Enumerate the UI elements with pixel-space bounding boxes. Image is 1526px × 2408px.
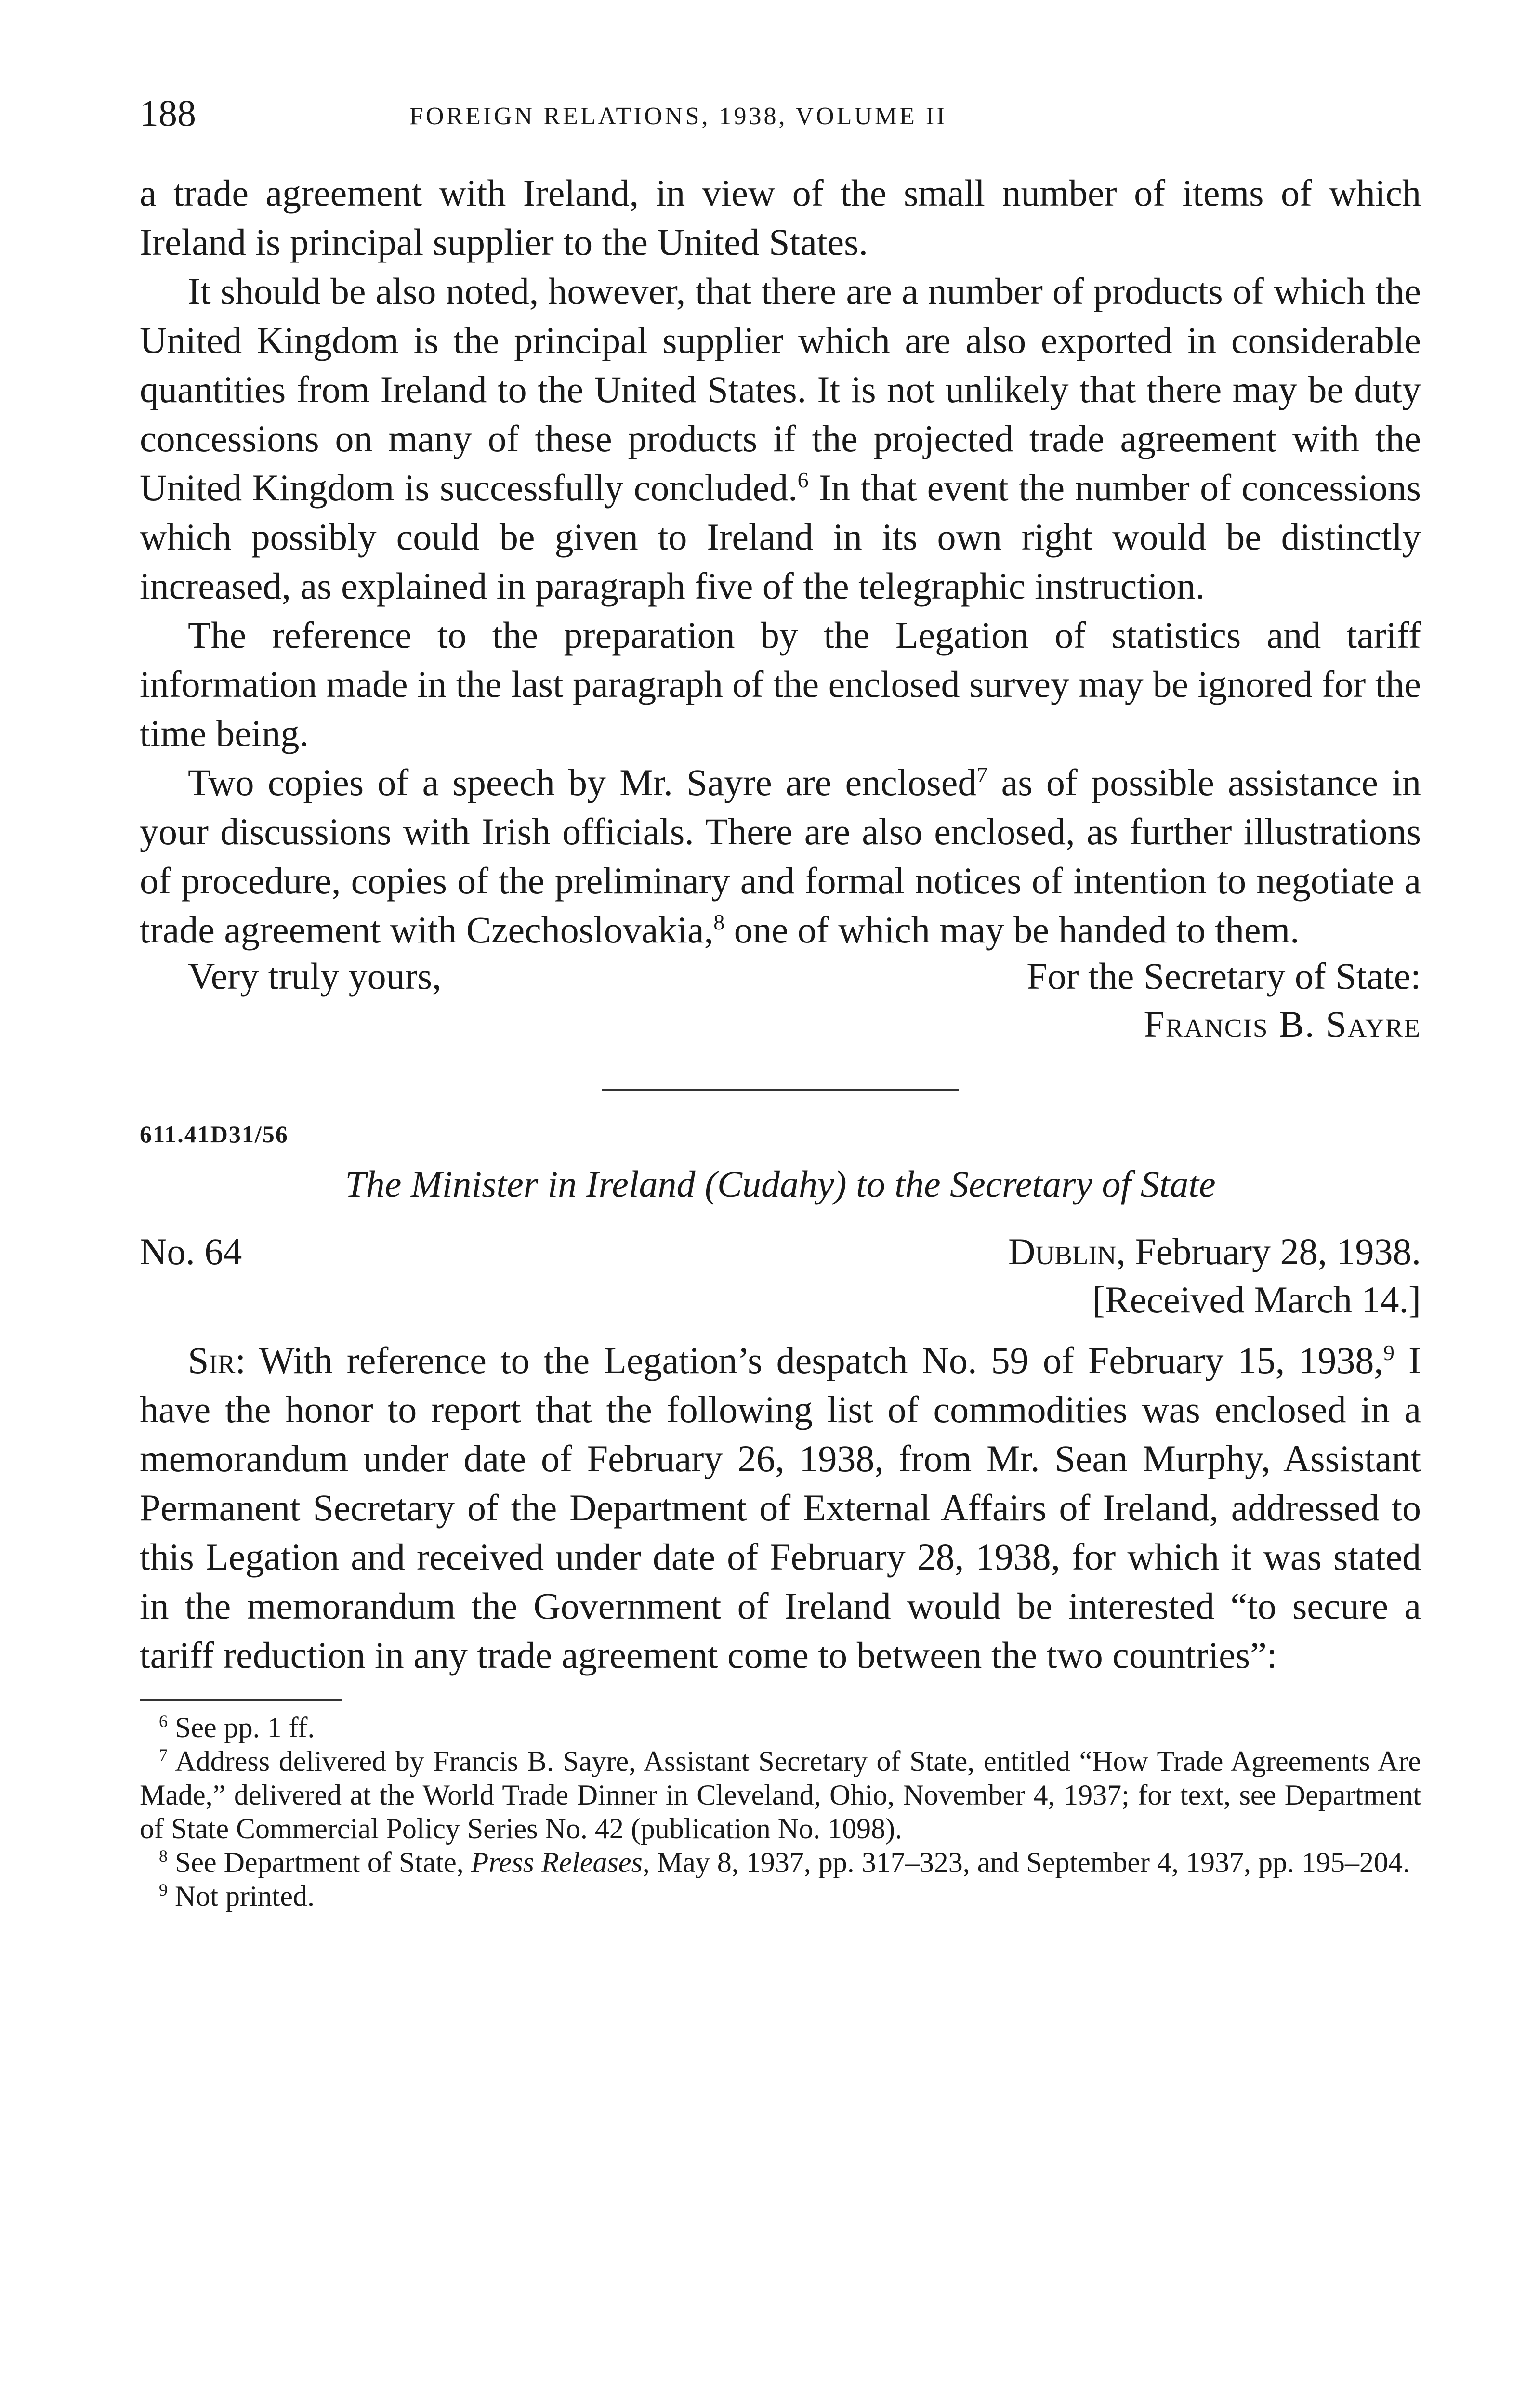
page-header <box>140 92 1421 144</box>
place-and-date <box>1008 1230 1421 1273</box>
dateline <box>140 1230 1421 1336</box>
footnote-text: Not printed. <box>168 1880 315 1912</box>
paragraph-4-text-a: Two copies of a speech by Mr. Sayre are enclosed <box>188 761 977 803</box>
paragraph-continued: a trade agreement with Ireland, in view of the small number of items of which Ireland is principal supplier to the United States. <box>140 172 1421 263</box>
document-body <box>140 1336 1421 1680</box>
footnote-ref-9: 9 <box>1383 1340 1394 1365</box>
paragraph-4-text-c: one of which may be handed to them. <box>724 909 1300 951</box>
footnote-mark: 6 <box>159 1712 168 1731</box>
file-number: 611.41D31/56 <box>140 1121 289 1148</box>
date: , February 28, 1938. <box>1116 1230 1421 1272</box>
footnote-text: , May 8, 1937, pp. 317–323, and September 4, 1937, pp. 195–204. <box>642 1846 1410 1878</box>
body-text-a: : With reference to the Legation’s despatch No. 59 of February 15, 1938, <box>235 1339 1383 1381</box>
paragraph-3: The reference to the preparation by the Legation of statistics and tariff information made in the last paragraph of the enclosed survey may be ignored for the time being. <box>140 614 1421 754</box>
paragraph-2-text-b: In that event the number of concessions which possibly could be given to Ireland in its own right would be distinctly increased, as explained in paragraph five of the telegraphic instruction. <box>140 467 1421 607</box>
footnote-text: See pp. 1 ff. <box>168 1712 315 1743</box>
footnote-italic: Press Releases <box>471 1846 643 1878</box>
footnote-mark: 7 <box>159 1745 168 1765</box>
footnote-6 <box>140 1711 1421 1744</box>
place: Dublin <box>1008 1230 1117 1272</box>
paragraph-2-text-a: It should be also noted, however, that there are a number of products of which the United Kingdom is the principal supplier which are also exported in considerable quantities from Ireland to the United States. It is not unlikely that there may be duty concessions on many of these products if the projected trade agreement with the United Kingdom is successfully concluded. <box>140 270 1421 509</box>
footnote-rule <box>140 1699 342 1701</box>
paragraph-2 <box>140 267 1421 611</box>
signature: Francis B. Sayre <box>1144 1003 1421 1045</box>
footnote-text: See Department of State, <box>168 1846 471 1878</box>
received-date: [Received March 14.] <box>1092 1279 1421 1321</box>
footnote-7 <box>140 1744 1421 1845</box>
paragraph-4-text-b: as of possible assistance in your discussions with Irish officials. There are also enclosed, as further illustrations of procedure, copies of the preliminary and formal notices of intention to negotiate a trade agreement with Czechoslovakia, <box>140 761 1421 951</box>
salutation: Sir <box>188 1339 236 1381</box>
running-title: FOREIGN RELATIONS, 1938, VOLUME II <box>409 103 947 130</box>
footnote-8 <box>140 1845 1421 1879</box>
page-number: 188 <box>140 92 196 134</box>
footnote-ref-8: 8 <box>713 910 725 934</box>
despatch-number: No. 64 <box>140 1230 242 1272</box>
page-body <box>140 169 1421 1913</box>
letter-closing <box>140 955 1421 1056</box>
footnote-9 <box>140 1879 1421 1913</box>
body-text-b: I have the honor to report that the following list of commodities was enclosed in a memorandum under date of February 26, 1938, from Mr. Sean Murphy, Assistant Permanent Secretary of the Department of External Affairs of Ireland, addressed to this Legation and received under date of February 28, 1938, for which it was stated in the memorandum the Government of Ireland would be interested “to secure a tariff reduction in any trade agreement come to between the two countries”: <box>140 1339 1421 1676</box>
footnote-mark: 8 <box>159 1846 168 1866</box>
footnote-ref-7: 7 <box>976 762 988 787</box>
closing-attribution: For the Secretary of State: <box>1026 955 1421 997</box>
footnote-mark: 9 <box>159 1880 168 1899</box>
section-divider <box>602 1089 959 1091</box>
paragraph-4 <box>140 758 1421 955</box>
footnote-ref-6: 6 <box>797 468 809 492</box>
closing-salutation: Very truly yours, <box>188 955 442 997</box>
document-title: The Minister in Ireland (Cudahy) to the Secretary of State <box>345 1163 1216 1205</box>
footnote-text: Address delivered by Francis B. Sayre, Assistant Secretary of State, entitled “How Trade Agreements Are Made,” delivered at the World Trade Dinner in Cleveland, Ohio, November 4, 1937; for text, see Department of State Commercial Policy Series No. 42 (publication No. 1098). <box>140 1745 1421 1845</box>
